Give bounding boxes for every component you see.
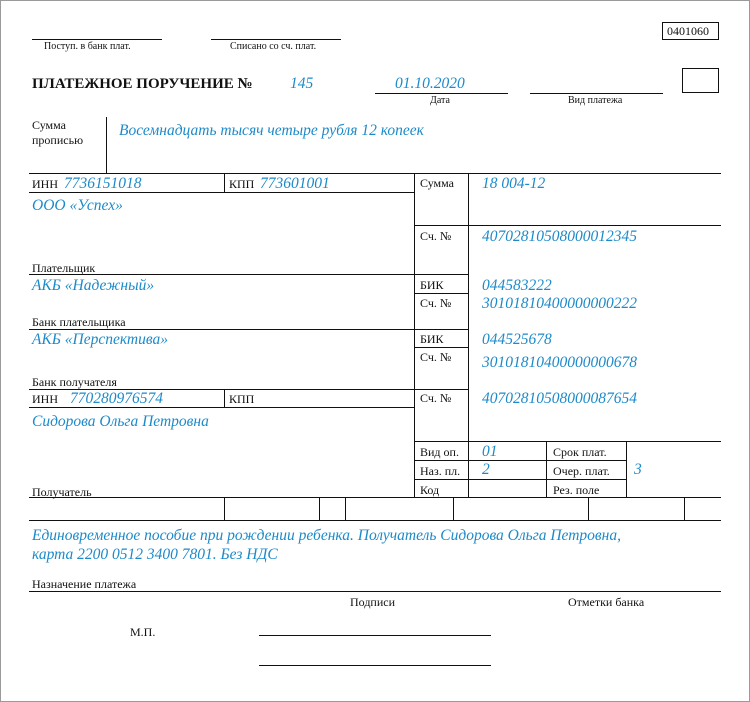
grid-line-op-mid [414,460,626,461]
signature-line-1 [259,635,491,636]
order-date: 01.10.2020 [395,75,465,92]
stamp-label: М.П. [130,625,156,639]
grid-line-recipient-inn [29,407,414,408]
sum-label: Сумма [420,176,454,190]
tax-cell-5 [588,497,589,520]
payer-inn-label: ИНН [32,177,58,191]
operation-type-label: Вид оп. [420,445,459,459]
payer-bank-account-label: Сч. № [420,296,452,310]
recipient-bank-account-label: Сч. № [420,350,452,364]
grid-line-inn-row [29,192,414,193]
grid-line-top [29,173,721,174]
amount-words: Восемнадцать тысяч четыре рубля 12 копеек [119,122,424,139]
recipient-bank-label: Банк получателя [32,375,117,389]
payer-bank-account: 30101810400000000222 [482,295,637,312]
term-label: Срок плат. [553,445,607,459]
received-label: Поступ. в банк плат. [44,41,131,52]
payer-account-label: Сч. № [420,229,452,243]
recipient-bank-account: 30101810400000000678 [482,354,637,371]
grid-v-priority [626,441,627,497]
recipient-account: 40702810508000087654 [482,390,637,407]
grid-line-bik1 [414,293,468,294]
date-line [375,93,508,94]
grid-v-kpp [224,173,225,192]
bank-marks-label: Отметки банка [568,595,645,609]
tax-cell-6 [684,497,685,520]
grid-line-sum-row [414,225,721,226]
signature-line-2 [259,665,491,666]
payment-purpose-code-label: Наз. пл. [420,464,461,478]
tax-cell-2 [319,497,320,520]
recipient-inn-label: ИНН [32,392,58,406]
recipient-bik: 044525678 [482,331,552,348]
priority-value: 3 [634,461,642,478]
payer-kpp: 773601001 [260,175,330,192]
payer-name: ООО «Успех» [32,197,123,214]
grid-line-recipient [29,497,721,498]
payment-type-label: Вид платежа [568,95,623,106]
purpose-line-1: Единовременное пособие при рождении ребенка. Получатель Сидорова Ольга Петровна, [32,527,621,544]
received-line [32,39,162,40]
grid-line-op-low [414,479,626,480]
grid-line-purpose [29,591,721,592]
payment-status-box [682,68,719,93]
payer-kpp-label: КПП [229,177,255,191]
purpose-line-2: карта 2200 0512 3400 7801. Без НДС [32,546,278,563]
grid-line-bik2 [414,347,468,348]
tax-cell-1 [224,497,225,520]
code-label: Код [420,483,440,497]
signatures-label: Подписи [350,595,396,609]
debited-label: Списано со сч. плат. [230,41,317,52]
grid-line-op-top [414,441,721,442]
grid-line-payer-bank [29,329,468,330]
recipient-account-label: Сч. № [420,391,452,405]
amount-words-divider [106,117,107,173]
payer-inn: 7736151018 [64,175,142,192]
payer-account: 40702810508000012345 [482,228,637,245]
grid-v-center [414,173,415,497]
payment-type-line [530,93,663,94]
recipient-bik-label: БИК [420,332,444,346]
payer-bik-label: БИК [420,278,444,292]
recipient-name: Сидорова Ольга Петровна [32,413,209,430]
payer-bank-label: Банк плательщика [32,315,126,329]
amount-words-label-1: Сумма [32,118,66,132]
form-code: 0401060 [667,24,709,38]
sum-value: 18 004-12 [482,175,546,192]
payment-purpose-code: 2 [482,461,490,478]
purpose-label: Назначение платежа [32,577,137,591]
grid-v-op-right [546,441,547,497]
recipient-bank-name: АКБ «Перспектива» [32,331,168,348]
operation-type: 01 [482,443,498,460]
payer-bank-name: АКБ «Надежный» [32,277,155,294]
payer-bik: 044583222 [482,277,552,294]
grid-v-kpp2 [224,389,225,407]
page-title: ПЛАТЕЖНОЕ ПОРУЧЕНИЕ № [32,76,253,92]
tax-cell-4 [453,497,454,520]
order-number: 145 [290,75,314,92]
recipient-label: Получатель [32,485,92,499]
recipient-inn: 770280976574 [70,390,163,407]
grid-v-values [468,173,469,497]
date-label: Дата [430,95,450,106]
debited-line [211,39,341,40]
grid-line-tax-row [29,520,721,521]
amount-words-label-2: прописью [32,133,84,147]
tax-cell-3 [345,497,346,520]
recipient-kpp-label: КПП [229,392,255,406]
priority-label: Очер. плат. [553,464,610,478]
payer-label: Плательщик [32,261,96,275]
reserve-label: Рез. поле [553,483,600,497]
